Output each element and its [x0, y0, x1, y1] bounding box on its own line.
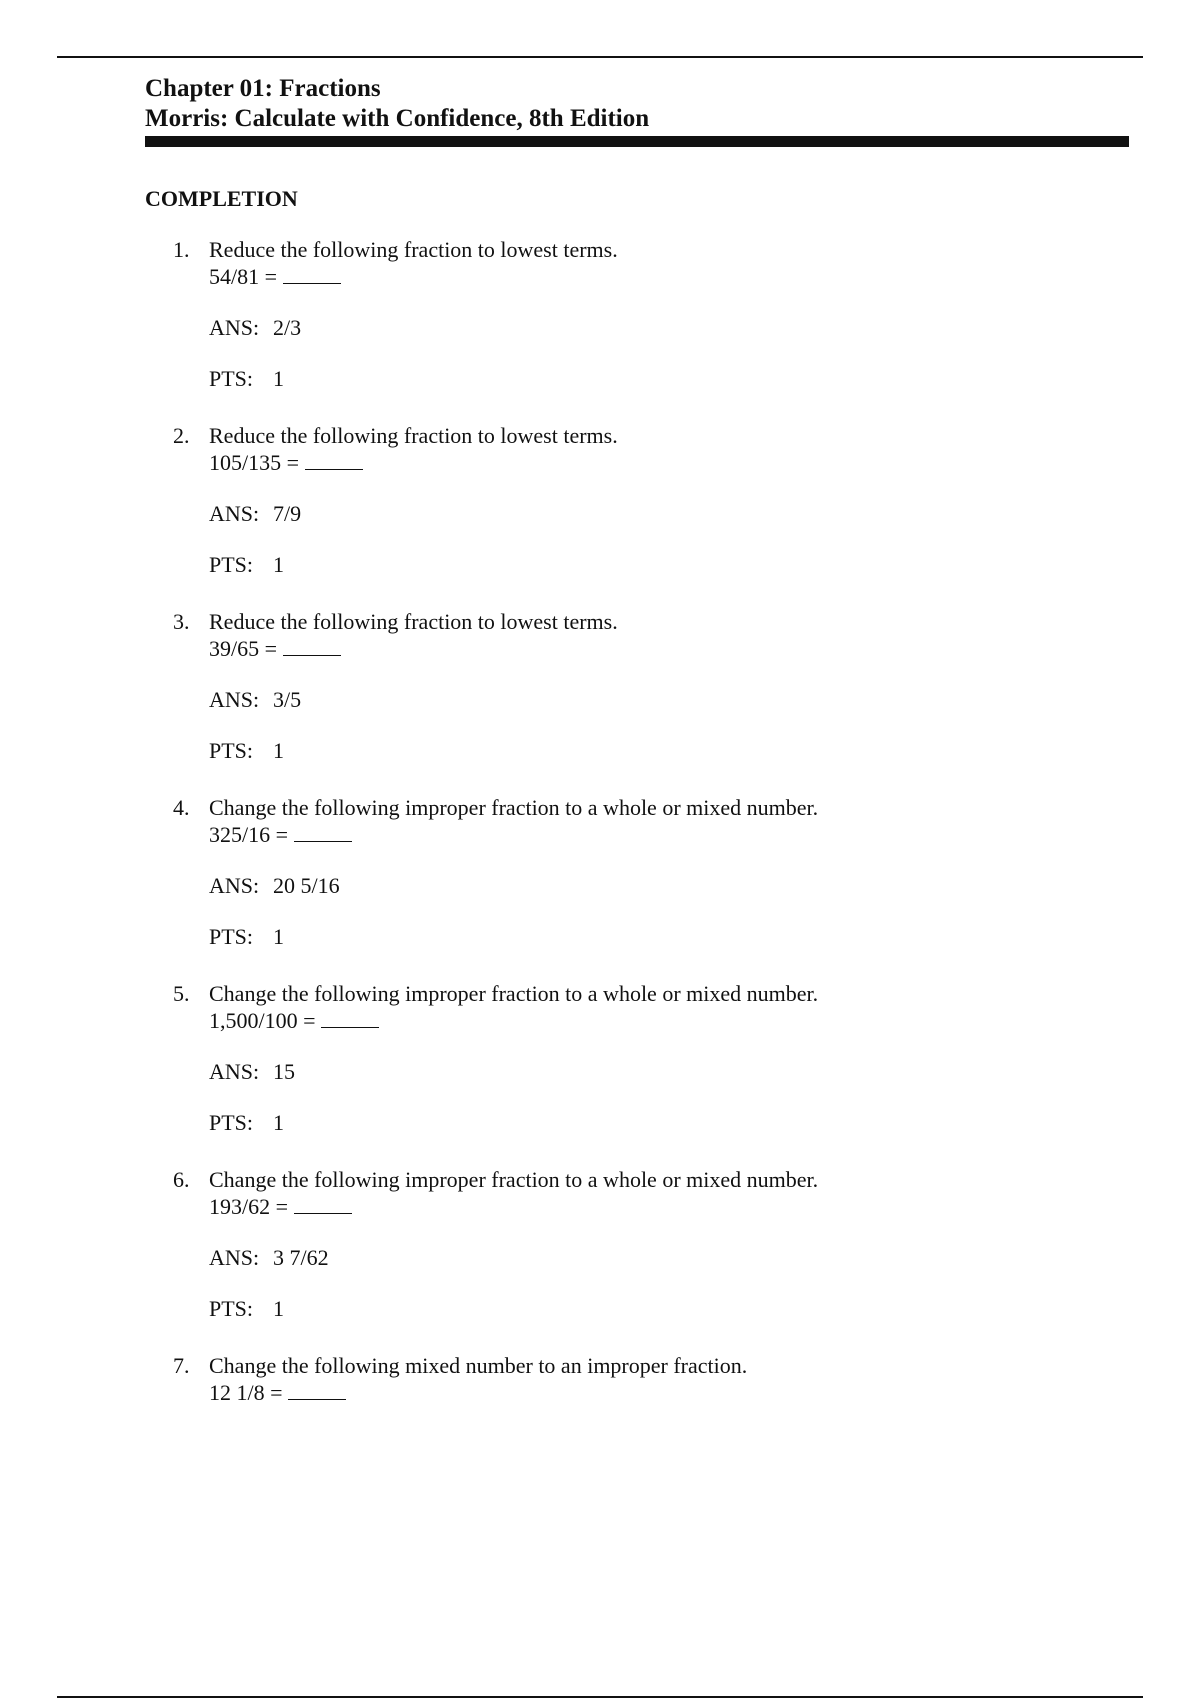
answer-label: ANS: — [209, 1059, 260, 1084]
question-expression-row — [209, 1379, 1139, 1406]
question-expression: 12 1/8 = — [209, 1380, 283, 1405]
answer-blank — [294, 1195, 352, 1214]
question-item — [145, 422, 1145, 608]
answer-blank — [305, 451, 363, 470]
points-label: PTS: — [209, 552, 254, 577]
answer-row — [209, 686, 1139, 713]
question-item — [145, 980, 1145, 1166]
answer-value: 3 7/62 — [273, 1245, 329, 1270]
answer-value: 2/3 — [273, 315, 302, 340]
chapter-title: Chapter 01: Fractions — [145, 75, 381, 102]
points-row — [209, 923, 1139, 950]
points-label: PTS: — [209, 738, 254, 763]
question-list — [145, 236, 1145, 1538]
question-prompt: Change the following improper fraction to a whole or mixed number. — [209, 981, 819, 1006]
answer-row — [209, 500, 1139, 527]
points-label: PTS: — [209, 924, 254, 949]
question-prompt: Change the following mixed number to an improper fraction. — [209, 1353, 748, 1378]
question-body — [209, 422, 1139, 578]
question-item — [145, 794, 1145, 980]
answer-label: ANS: — [209, 501, 260, 526]
question-body — [209, 1352, 1139, 1406]
answer-value: 7/9 — [273, 501, 302, 526]
question-number: 5. — [173, 981, 190, 1006]
question-expression-row — [209, 635, 1139, 662]
question-number: 1. — [173, 237, 190, 262]
answer-value: 15 — [273, 1059, 295, 1084]
points-label: PTS: — [209, 1296, 254, 1321]
points-row — [209, 551, 1139, 578]
bottom-rule — [57, 1696, 1143, 1698]
question-body — [209, 794, 1139, 950]
answer-blank — [283, 637, 341, 656]
question-prompt: Change the following improper fraction to a whole or mixed number. — [209, 1167, 819, 1192]
answer-row — [209, 1244, 1139, 1271]
answer-row — [209, 314, 1139, 341]
book-title: Morris: Calculate with Confidence, 8th Edition — [145, 105, 650, 132]
question-expression-row — [209, 1007, 1139, 1034]
question-expression: 325/16 = — [209, 822, 289, 847]
question-number: 3. — [173, 609, 190, 634]
question-item — [145, 1166, 1145, 1352]
points-label: PTS: — [209, 366, 254, 391]
question-prompt: Reduce the following fraction to lowest terms. — [209, 609, 618, 634]
answer-value: 3/5 — [273, 687, 302, 712]
question-number: 4. — [173, 795, 190, 820]
question-body — [209, 236, 1139, 392]
top-rule — [57, 56, 1143, 58]
question-prompt: Change the following improper fraction to a whole or mixed number. — [209, 795, 819, 820]
question-expression-row — [209, 1193, 1139, 1220]
answer-value: 20 5/16 — [273, 873, 340, 898]
document-header — [145, 74, 1129, 147]
answer-blank — [294, 823, 352, 842]
answer-blank — [283, 265, 341, 284]
question-expression-row — [209, 449, 1139, 476]
answer-blank — [288, 1381, 346, 1400]
points-value: 1 — [273, 1296, 284, 1321]
answer-label: ANS: — [209, 315, 260, 340]
answer-label: ANS: — [209, 873, 260, 898]
answer-label: ANS: — [209, 687, 260, 712]
question-number: 2. — [173, 423, 190, 448]
question-item — [145, 608, 1145, 794]
question-expression: 105/135 = — [209, 450, 300, 475]
section-title: COMPLETION — [145, 186, 298, 211]
answer-row — [209, 1058, 1139, 1085]
question-expression: 1,500/100 = — [209, 1008, 316, 1033]
question-expression-row — [209, 821, 1139, 848]
points-value: 1 — [273, 552, 284, 577]
question-body — [209, 608, 1139, 764]
points-value: 1 — [273, 366, 284, 391]
question-prompt: Reduce the following fraction to lowest terms. — [209, 423, 618, 448]
question-expression: 193/62 = — [209, 1194, 289, 1219]
answer-row — [209, 872, 1139, 899]
question-number: 6. — [173, 1167, 190, 1192]
question-number: 7. — [173, 1353, 190, 1378]
header-rule — [145, 136, 1129, 147]
answer-label: ANS: — [209, 1245, 260, 1270]
question-prompt: Reduce the following fraction to lowest terms. — [209, 237, 618, 262]
points-row — [209, 1109, 1139, 1136]
question-expression: 39/65 = — [209, 636, 278, 661]
question-expression-row — [209, 263, 1139, 290]
points-row — [209, 1295, 1139, 1322]
question-item — [145, 1352, 1145, 1538]
points-label: PTS: — [209, 1110, 254, 1135]
points-value: 1 — [273, 738, 284, 763]
question-item — [145, 236, 1145, 422]
points-row — [209, 737, 1139, 764]
question-expression: 54/81 = — [209, 264, 278, 289]
points-value: 1 — [273, 1110, 284, 1135]
question-body — [209, 980, 1139, 1136]
points-row — [209, 365, 1139, 392]
points-value: 1 — [273, 924, 284, 949]
question-body — [209, 1166, 1139, 1322]
answer-blank — [321, 1009, 379, 1028]
